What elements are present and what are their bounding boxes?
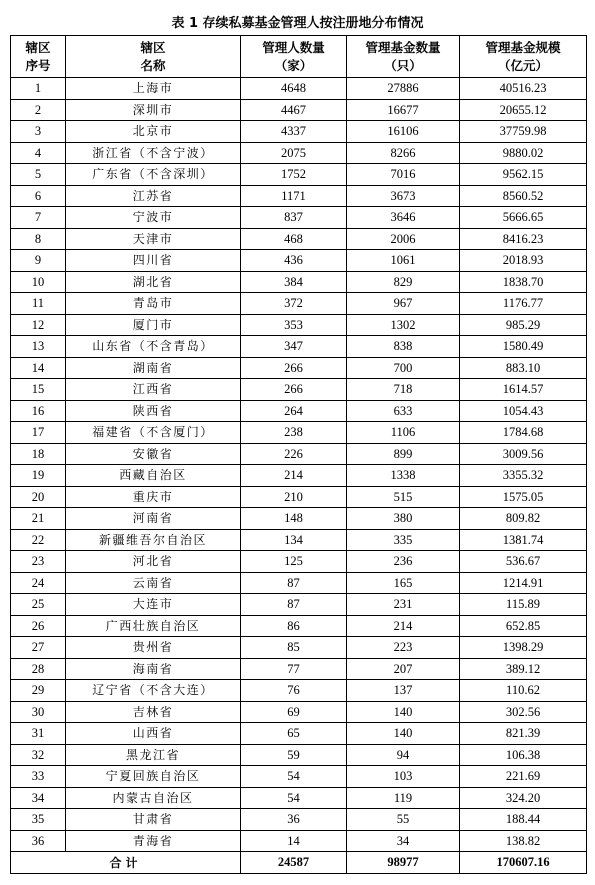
table-row xyxy=(11,250,587,272)
manager-count-cell: 85 xyxy=(241,637,347,659)
manager-count-cell: 125 xyxy=(241,551,347,573)
fund-scale-cell: 115.89 xyxy=(460,594,587,616)
table-row xyxy=(11,529,587,551)
fund-count-cell: 3673 xyxy=(347,185,460,207)
region-index-cell: 17 xyxy=(11,422,66,444)
manager-count-cell: 238 xyxy=(241,422,347,444)
fund-count-cell: 55 xyxy=(347,809,460,831)
fund-scale-cell: 324.20 xyxy=(460,787,587,809)
header-line: （家） xyxy=(274,57,313,73)
header-fund-scale xyxy=(460,36,587,78)
region-index-cell: 4 xyxy=(11,142,66,164)
manager-count-cell: 4467 xyxy=(241,99,347,121)
header-line: 辖区 xyxy=(140,39,166,55)
fund-scale-cell: 8416.23 xyxy=(460,228,587,250)
region-name-cell: 黑龙江省 xyxy=(66,744,241,766)
header-fund-count xyxy=(347,36,460,78)
manager-count-cell: 4337 xyxy=(241,121,347,143)
table-row xyxy=(11,271,587,293)
region-index-cell: 26 xyxy=(11,615,66,637)
fund-count-cell: 16106 xyxy=(347,121,460,143)
fund-scale-cell: 9562.15 xyxy=(460,164,587,186)
region-index-cell: 14 xyxy=(11,357,66,379)
manager-count-cell: 59 xyxy=(241,744,347,766)
fund-scale-cell: 1580.49 xyxy=(460,336,587,358)
fund-scale-cell: 3009.56 xyxy=(460,443,587,465)
manager-count-cell: 148 xyxy=(241,508,347,530)
fund-count-cell: 231 xyxy=(347,594,460,616)
total-funds: 98977 xyxy=(347,852,460,874)
manager-count-cell: 69 xyxy=(241,701,347,723)
region-name-cell: 厦门市 xyxy=(66,314,241,336)
region-name-cell: 宁波市 xyxy=(66,207,241,229)
table-row xyxy=(11,830,587,852)
total-managers: 24587 xyxy=(241,852,347,874)
region-index-cell: 6 xyxy=(11,185,66,207)
fund-scale-cell: 138.82 xyxy=(460,830,587,852)
fund-count-cell: 207 xyxy=(347,658,460,680)
region-name-cell: 青海省 xyxy=(66,830,241,852)
region-name-cell: 山西省 xyxy=(66,723,241,745)
region-name-cell: 深圳市 xyxy=(66,99,241,121)
table-row xyxy=(11,508,587,530)
fund-count-cell: 633 xyxy=(347,400,460,422)
table-row xyxy=(11,787,587,809)
table-row xyxy=(11,594,587,616)
fund-count-cell: 27886 xyxy=(347,78,460,100)
fund-scale-cell: 20655.12 xyxy=(460,99,587,121)
region-index-cell: 9 xyxy=(11,250,66,272)
table-row xyxy=(11,744,587,766)
manager-count-cell: 87 xyxy=(241,572,347,594)
region-name-cell: 安徽省 xyxy=(66,443,241,465)
region-index-cell: 21 xyxy=(11,508,66,530)
fund-scale-cell: 37759.98 xyxy=(460,121,587,143)
manager-count-cell: 1752 xyxy=(241,164,347,186)
header-line: 辖区 xyxy=(25,39,51,55)
manager-count-cell: 1171 xyxy=(241,185,347,207)
region-name-cell: 青岛市 xyxy=(66,293,241,315)
table-row xyxy=(11,465,587,487)
region-name-cell: 贵州省 xyxy=(66,637,241,659)
fund-scale-cell: 3355.32 xyxy=(460,465,587,487)
header-line: 名称 xyxy=(140,57,166,73)
region-name-cell: 湖南省 xyxy=(66,357,241,379)
region-index-cell: 7 xyxy=(11,207,66,229)
fund-count-cell: 223 xyxy=(347,637,460,659)
region-name-cell: 河北省 xyxy=(66,551,241,573)
table-row xyxy=(11,551,587,573)
manager-count-cell: 837 xyxy=(241,207,347,229)
manager-count-cell: 226 xyxy=(241,443,347,465)
header-line: （亿元） xyxy=(497,57,548,73)
fund-scale-cell: 1381.74 xyxy=(460,529,587,551)
fund-count-cell: 140 xyxy=(347,723,460,745)
fund-scale-cell: 1784.68 xyxy=(460,422,587,444)
fund-scale-cell: 536.67 xyxy=(460,551,587,573)
region-name-cell: 天津市 xyxy=(66,228,241,250)
fund-count-cell: 103 xyxy=(347,766,460,788)
fund-count-cell: 967 xyxy=(347,293,460,315)
fund-count-cell: 137 xyxy=(347,680,460,702)
region-name-cell: 广东省（不含深圳） xyxy=(66,164,241,186)
table-row xyxy=(11,809,587,831)
manager-count-cell: 372 xyxy=(241,293,347,315)
manager-count-cell: 214 xyxy=(241,465,347,487)
region-name-cell: 大连市 xyxy=(66,594,241,616)
table-row xyxy=(11,99,587,121)
fund-count-cell: 8266 xyxy=(347,142,460,164)
fund-count-cell: 7016 xyxy=(347,164,460,186)
fund-scale-cell: 1054.43 xyxy=(460,400,587,422)
table-title: 表 1 存续私募基金管理人按注册地分布情况 xyxy=(171,16,424,31)
region-index-cell: 15 xyxy=(11,379,66,401)
region-index-cell: 13 xyxy=(11,336,66,358)
table-row xyxy=(11,680,587,702)
fund-scale-cell: 5666.65 xyxy=(460,207,587,229)
table-row xyxy=(11,766,587,788)
fund-scale-cell: 1214.91 xyxy=(460,572,587,594)
fund-scale-cell: 1398.29 xyxy=(460,637,587,659)
fund-scale-cell: 106.38 xyxy=(460,744,587,766)
region-index-cell: 33 xyxy=(11,766,66,788)
region-index-cell: 36 xyxy=(11,830,66,852)
header-row xyxy=(11,36,587,78)
region-name-cell: 河南省 xyxy=(66,508,241,530)
table-row xyxy=(11,228,587,250)
region-name-cell: 四川省 xyxy=(66,250,241,272)
fund-scale-cell: 883.10 xyxy=(460,357,587,379)
region-index-cell: 3 xyxy=(11,121,66,143)
region-name-cell: 浙江省（不含宁波） xyxy=(66,142,241,164)
table-row xyxy=(11,615,587,637)
region-name-cell: 西藏自治区 xyxy=(66,465,241,487)
fund-scale-cell: 40516.23 xyxy=(460,78,587,100)
region-name-cell: 甘肃省 xyxy=(66,809,241,831)
header-manager-count xyxy=(241,36,347,78)
total-label: 合计 xyxy=(11,852,241,874)
region-name-cell: 广西壮族自治区 xyxy=(66,615,241,637)
fund-count-cell: 2006 xyxy=(347,228,460,250)
fund-count-cell: 838 xyxy=(347,336,460,358)
fund-count-cell: 165 xyxy=(347,572,460,594)
region-name-cell: 海南省 xyxy=(66,658,241,680)
fund-count-cell: 899 xyxy=(347,443,460,465)
region-index-cell: 5 xyxy=(11,164,66,186)
region-index-cell: 24 xyxy=(11,572,66,594)
region-index-cell: 16 xyxy=(11,400,66,422)
table-row xyxy=(11,314,587,336)
table-row xyxy=(11,379,587,401)
fund-scale-cell: 1176.77 xyxy=(460,293,587,315)
fund-scale-cell: 821.39 xyxy=(460,723,587,745)
region-index-cell: 25 xyxy=(11,594,66,616)
table-row xyxy=(11,357,587,379)
manager-count-cell: 76 xyxy=(241,680,347,702)
region-index-cell: 1 xyxy=(11,78,66,100)
table-row xyxy=(11,164,587,186)
fund-count-cell: 3646 xyxy=(347,207,460,229)
table-row xyxy=(11,572,587,594)
region-name-cell: 山东省（不含青岛） xyxy=(66,336,241,358)
region-name-cell: 湖北省 xyxy=(66,271,241,293)
manager-count-cell: 54 xyxy=(241,787,347,809)
region-index-cell: 19 xyxy=(11,465,66,487)
region-name-cell: 吉林省 xyxy=(66,701,241,723)
manager-count-cell: 468 xyxy=(241,228,347,250)
fund-count-cell: 1106 xyxy=(347,422,460,444)
fund-scale-cell: 221.69 xyxy=(460,766,587,788)
region-name-cell: 陕西省 xyxy=(66,400,241,422)
region-name-cell: 江西省 xyxy=(66,379,241,401)
total-scale: 170607.16 xyxy=(460,852,587,874)
region-index-cell: 18 xyxy=(11,443,66,465)
manager-count-cell: 4648 xyxy=(241,78,347,100)
table-row xyxy=(11,336,587,358)
table-row xyxy=(11,658,587,680)
table-row xyxy=(11,486,587,508)
region-index-cell: 11 xyxy=(11,293,66,315)
manager-count-cell: 266 xyxy=(241,357,347,379)
header-line: 管理基金规模 xyxy=(485,39,561,55)
fund-scale-cell: 188.44 xyxy=(460,809,587,831)
table-row xyxy=(11,701,587,723)
manager-count-cell: 264 xyxy=(241,400,347,422)
fund-count-cell: 380 xyxy=(347,508,460,530)
region-index-cell: 23 xyxy=(11,551,66,573)
table-row xyxy=(11,293,587,315)
header-line: 序号 xyxy=(25,57,51,73)
header-region-name xyxy=(66,36,241,78)
table-row xyxy=(11,142,587,164)
manager-count-cell: 54 xyxy=(241,766,347,788)
manager-count-cell: 65 xyxy=(241,723,347,745)
region-index-cell: 20 xyxy=(11,486,66,508)
fund-count-cell: 335 xyxy=(347,529,460,551)
table-row xyxy=(11,723,587,745)
fund-count-cell: 829 xyxy=(347,271,460,293)
registration-distribution-table xyxy=(10,35,587,874)
manager-count-cell: 347 xyxy=(241,336,347,358)
manager-count-cell: 36 xyxy=(241,809,347,831)
table-row xyxy=(11,185,587,207)
region-index-cell: 29 xyxy=(11,680,66,702)
region-name-cell: 福建省（不含厦门） xyxy=(66,422,241,444)
manager-count-cell: 14 xyxy=(241,830,347,852)
region-name-cell: 辽宁省（不含大连） xyxy=(66,680,241,702)
fund-scale-cell: 985.29 xyxy=(460,314,587,336)
fund-scale-cell: 110.62 xyxy=(460,680,587,702)
header-line: （只） xyxy=(384,57,422,73)
region-index-cell: 34 xyxy=(11,787,66,809)
region-name-cell: 新疆维吾尔自治区 xyxy=(66,529,241,551)
region-index-cell: 8 xyxy=(11,228,66,250)
region-name-cell: 云南省 xyxy=(66,572,241,594)
manager-count-cell: 134 xyxy=(241,529,347,551)
region-index-cell: 2 xyxy=(11,99,66,121)
header-line: 管理基金数量 xyxy=(365,39,441,55)
fund-count-cell: 34 xyxy=(347,830,460,852)
table-row xyxy=(11,78,587,100)
manager-count-cell: 87 xyxy=(241,594,347,616)
region-index-cell: 22 xyxy=(11,529,66,551)
region-name-cell: 宁夏回族自治区 xyxy=(66,766,241,788)
region-name-cell: 江苏省 xyxy=(66,185,241,207)
fund-count-cell: 1061 xyxy=(347,250,460,272)
fund-scale-cell: 809.82 xyxy=(460,508,587,530)
manager-count-cell: 353 xyxy=(241,314,347,336)
fund-count-cell: 1338 xyxy=(347,465,460,487)
fund-scale-cell: 1575.05 xyxy=(460,486,587,508)
region-index-cell: 28 xyxy=(11,658,66,680)
fund-scale-cell: 652.85 xyxy=(460,615,587,637)
manager-count-cell: 2075 xyxy=(241,142,347,164)
region-index-cell: 27 xyxy=(11,637,66,659)
fund-scale-cell: 2018.93 xyxy=(460,250,587,272)
fund-count-cell: 214 xyxy=(347,615,460,637)
manager-count-cell: 436 xyxy=(241,250,347,272)
manager-count-cell: 210 xyxy=(241,486,347,508)
table-row xyxy=(11,422,587,444)
manager-count-cell: 77 xyxy=(241,658,347,680)
region-index-cell: 32 xyxy=(11,744,66,766)
manager-count-cell: 266 xyxy=(241,379,347,401)
fund-scale-cell: 389.12 xyxy=(460,658,587,680)
fund-count-cell: 718 xyxy=(347,379,460,401)
table-row xyxy=(11,207,587,229)
region-name-cell: 北京市 xyxy=(66,121,241,143)
fund-count-cell: 236 xyxy=(347,551,460,573)
region-name-cell: 上海市 xyxy=(66,78,241,100)
table-row xyxy=(11,443,587,465)
table-body xyxy=(11,78,587,852)
manager-count-cell: 384 xyxy=(241,271,347,293)
table-row xyxy=(11,121,587,143)
header-region-index xyxy=(11,36,66,78)
fund-scale-cell: 9880.02 xyxy=(460,142,587,164)
region-name-cell: 重庆市 xyxy=(66,486,241,508)
fund-count-cell: 140 xyxy=(347,701,460,723)
fund-scale-cell: 8560.52 xyxy=(460,185,587,207)
total-row xyxy=(11,852,587,874)
fund-count-cell: 1302 xyxy=(347,314,460,336)
header-line: 管理人数量 xyxy=(262,39,325,55)
region-index-cell: 12 xyxy=(11,314,66,336)
table-row xyxy=(11,637,587,659)
fund-scale-cell: 1838.70 xyxy=(460,271,587,293)
table-row xyxy=(11,400,587,422)
fund-count-cell: 16677 xyxy=(347,99,460,121)
region-index-cell: 30 xyxy=(11,701,66,723)
region-name-cell: 内蒙古自治区 xyxy=(66,787,241,809)
fund-count-cell: 700 xyxy=(347,357,460,379)
manager-count-cell: 86 xyxy=(241,615,347,637)
fund-count-cell: 515 xyxy=(347,486,460,508)
fund-scale-cell: 302.56 xyxy=(460,701,587,723)
fund-count-cell: 119 xyxy=(347,787,460,809)
region-index-cell: 10 xyxy=(11,271,66,293)
region-index-cell: 31 xyxy=(11,723,66,745)
region-index-cell: 35 xyxy=(11,809,66,831)
fund-scale-cell: 1614.57 xyxy=(460,379,587,401)
fund-count-cell: 94 xyxy=(347,744,460,766)
